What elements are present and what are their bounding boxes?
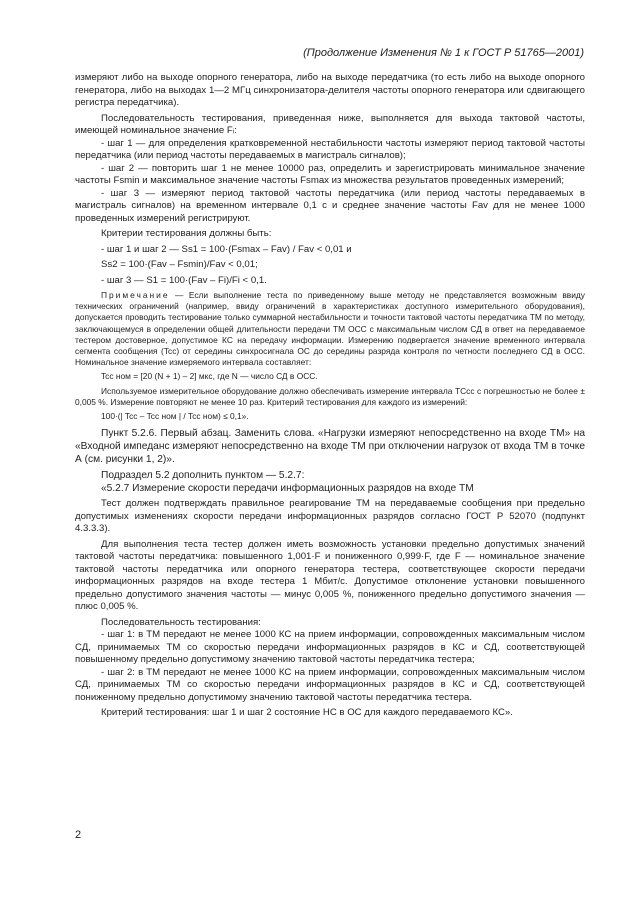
formula: - шаг 3 — S1 = 100·(Fav – Fi)/Fi < 0,1. xyxy=(101,274,267,286)
page-header: (Продолжение Изменения № 1 к ГОСТ Р 51765—2001) xyxy=(303,47,584,59)
note-text: — Если выполнение теста по приведенному выше методу не представляется возможным ввиду технических ограничений (например, ввиду ограничений в характеристиках доступного измерительного оборудования), допускается проводить тестирование только суммарной нестабильности и точности тактовой частоты передатчика ТМ по методу, заключающемуся в определении общей длительности передачи ТМ ОСС с максимальным числом СД в ответ на передаваемое тестером достоверное, допустимое КС на передачу информации. Измерению подвергается значение временного интервала сегмента сообщения (Tcc) от середины синхросигнала ОС до середины разряда контроля по четности последнего СД в ОСС. Номинальное значение измеряемого интервала составляет: xyxy=(75,290,585,368)
paragraph: Критерии тестирования должны быть: xyxy=(101,228,272,239)
note-formula: 100·(| Tcc – Tcc ном | / Tcc ном) ≤ 0,1». xyxy=(101,411,249,422)
section-heading: «5.2.7 Измерение скорости передачи информационных разрядов на входе ТМ xyxy=(101,483,474,495)
list-item-step-3: - шаг 3 — измеряют период тактовой частоты передатчика (или период частоты передаваемых в магистраль сигналов) на временном интервале 0,1 с и среднее значение частоты Fav для не менее 1000 проведенных измерений регистрируют. xyxy=(75,187,585,224)
note-paragraph: Используемое измерительное оборудование должно обеспечивать измерение интервала TCcc с погрешностью не более ± 0,005 %. Измерение повторяют не менее 10 раз. Критерий тестирования для каждого из измерений: xyxy=(75,385,585,407)
list-item-step-2: - шаг 2: в ТМ передают не менее 1000 КС на прием информации, сопровожденных максимальным числом СД, принимаемых ТМ со скоростью передачи информационных разрядов в КС и СД, соответствующей пониженному предельно допустимому значению тактовой частоты передатчика тестера. xyxy=(75,666,585,703)
paragraph: Последовательность тестирования, приведенная ниже, выполняется для выхода тактовой частоты, имеющей номинальное значение Fᵢ: xyxy=(75,112,585,136)
paragraph: Тест должен подтверждать правильное реагирование ТМ на передаваемые сообщения при предельно допустимых изменениях скорости передачи информационных разрядов согласно ГОСТ Р 52070 (подпункт 4.3.3.3). xyxy=(75,498,585,535)
page-number: 2 xyxy=(75,829,82,841)
paragraph: Пункт 5.2.6. Первый абзац. Заменить слова. «Нагрузки измеряют непосредственно на входе ТМ» на «Входной импеданс измеряют непосредственно на входе ТМ при отключении нагрузок от входа ТМ в точке А (см. рисунки 1, 2)». xyxy=(75,428,585,466)
paragraph: Последовательность тестирования: xyxy=(101,616,261,628)
paragraph: измеряют либо на выходе опорного генератора, либо на выходе передатчика (то есть либо на выходе опорного генератора, либо на выходах 1—2 МГц синхронизатора-делителя частоты опорного генератора или сдвигающего регистра передатчика). xyxy=(75,72,585,108)
document-body xyxy=(75,72,585,720)
list-item-step-1: - шаг 1 — для определения кратковременной нестабильности частоты измеряют период тактовой частоты передатчика (или период частоты передаваемых в магистраль сигналов); xyxy=(75,137,585,161)
note xyxy=(75,290,585,368)
note-label: Примечание xyxy=(101,290,170,300)
paragraph: Критерий тестирования: шаг 1 и шаг 2 состояние НС в ОС для каждого передаваемого КС». xyxy=(101,707,513,719)
list-item-step-2: - шаг 2 — повторить шаг 1 не менее 10000 раз, определить и зарегистрировать минимальное значение частоты Fsmin и максимальное значение частоты Fsmax из множества результатов проведенных измерений; xyxy=(75,162,585,186)
paragraph: Для выполнения теста тестер должен иметь возможность установки предельно допустимых значений тактовой частоты передатчика: повышенного 1,001·F и пониженного 0,999·F, где F — номинальное значение тактовой частоты передатчика или опорного генератора тестера, соответствующее скорости передачи информационных разрядов на входе тестера 1 Мбит/с. Допустимое отклонение установки повышенного предельно допустимого значения частоты — минус 0,005 %, пониженного предельно допустимого значения — плюс 0,005 %. xyxy=(75,538,585,613)
formula: - шаг 1 и шаг 2 — Ss1 = 100·(Fsmax – Fav) / Fav < 0,01 и xyxy=(101,243,352,255)
note-formula: Tcc ном = [20 (N + 1) – 2] мкс, где N — число СД в ОСС. xyxy=(101,371,318,382)
paragraph: Подраздел 5.2 дополнить пунктом — 5.2.7: xyxy=(101,470,305,482)
list-item-step-1: - шаг 1: в ТМ передают не менее 1000 КС на прием информации, сопровожденных максимальным числом СД, принимаемых ТМ со скоростью передачи информационных разрядов в КС и СД, соответствующей повышенному предельно допустимому значению тактовой частоты передатчика тестера; xyxy=(75,629,585,666)
formula: Ss2 = 100·(Fav – Fsmin)/Fav < 0,01; xyxy=(101,259,258,270)
